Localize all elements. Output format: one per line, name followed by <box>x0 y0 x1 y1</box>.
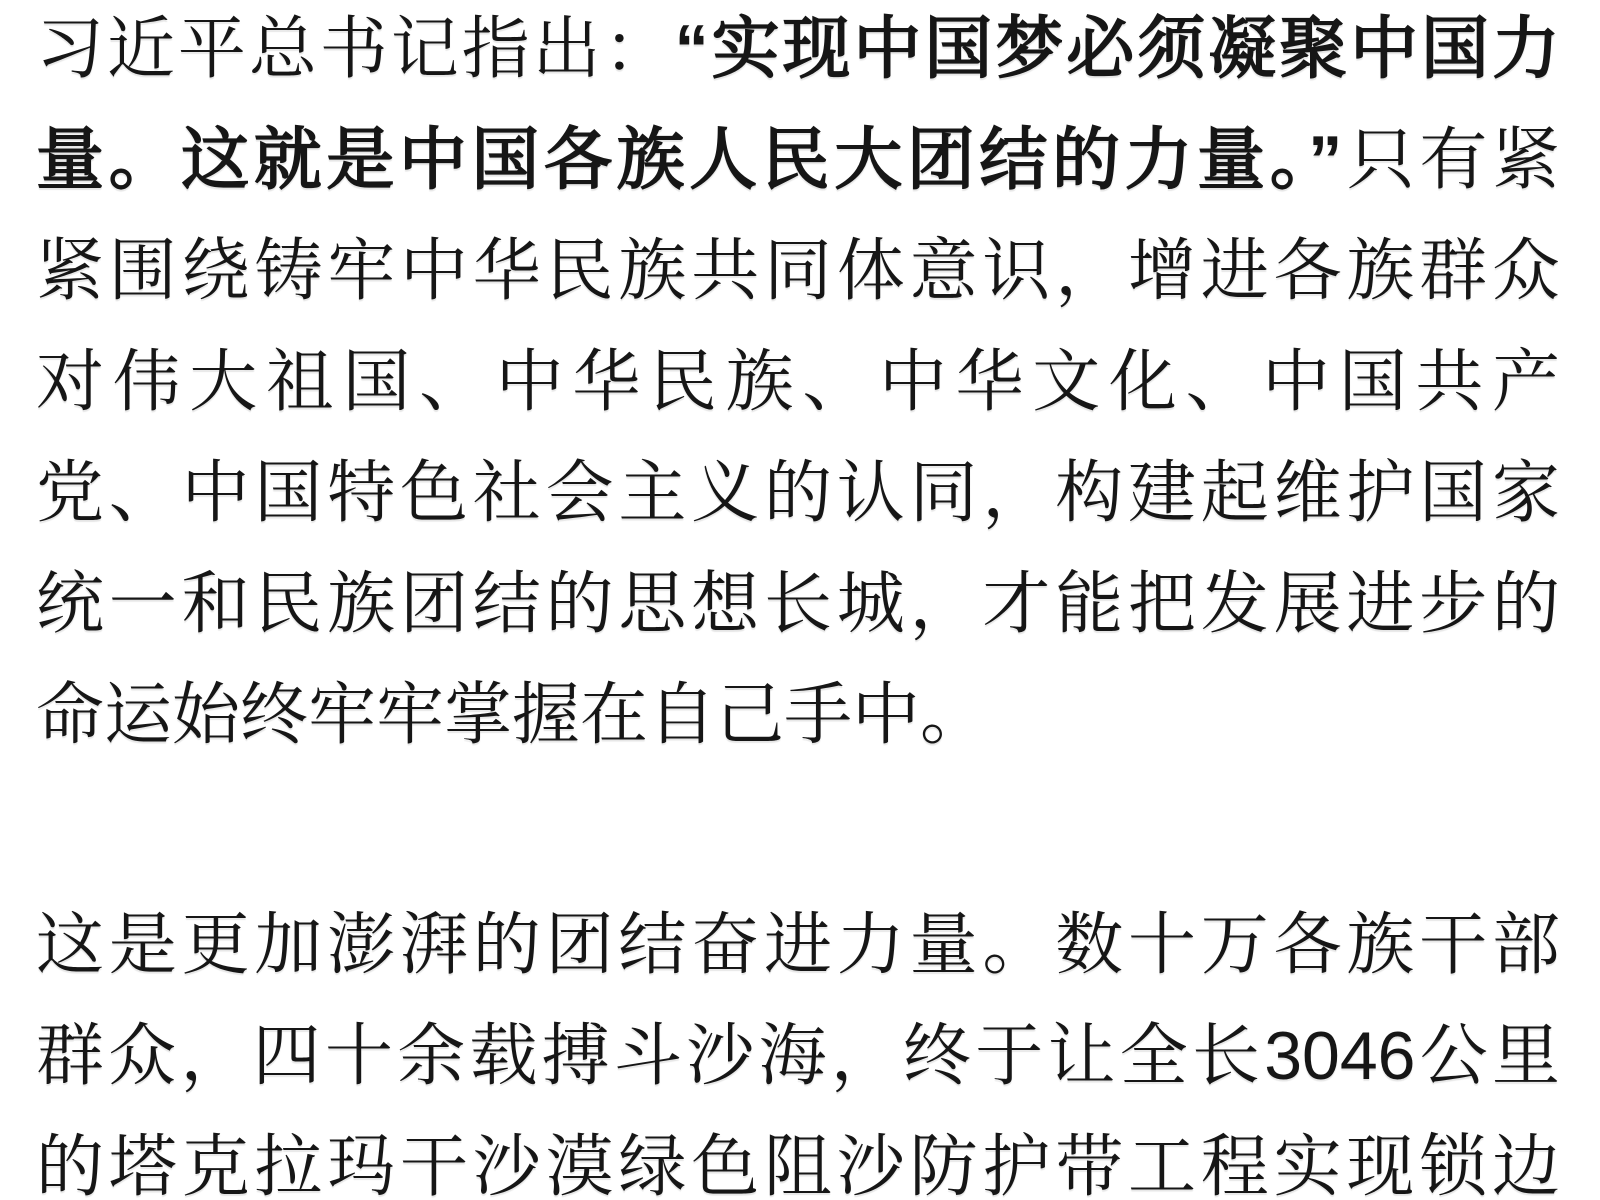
text-segment: 习近平总书记指出： <box>36 11 675 87</box>
text-segment: 命运始终牢牢掌握在自己手中。 <box>36 677 989 753</box>
text-line <box>36 327 1560 438</box>
text-segment: 统一和民族团结的思想长城，才能把发展进步的 <box>36 566 1560 642</box>
text-line <box>36 1112 1560 1200</box>
text-segment: 对伟大祖国、中华民族、中华文化、中国共产 <box>36 344 1560 420</box>
bold-text-segment: 量。这就是中国各族人民大团结的力量。” <box>36 122 1343 198</box>
text-segment: 这是更加澎湃的团结奋进力量。数十万各族干部 <box>36 907 1560 983</box>
text-segment: 只有紧 <box>1342 122 1560 198</box>
text-segment: 紧围绕铸牢中华民族共同体意识，增进各族群众 <box>36 233 1560 309</box>
text-line <box>36 890 1560 1001</box>
paragraph <box>36 890 1560 1200</box>
bold-text-segment: “实现中国梦必须凝聚中国力 <box>674 11 1560 87</box>
text-line <box>36 660 1560 771</box>
text-line <box>36 549 1560 660</box>
text-line <box>36 105 1560 216</box>
text-segment: 党、中国特色社会主义的认同，构建起维护国家 <box>36 455 1560 531</box>
text-segment: 群众，四十余载搏斗沙海，终于让全长3046公里 <box>36 1018 1560 1094</box>
paragraph <box>36 0 1560 771</box>
text-line <box>36 0 1560 105</box>
text-line <box>36 1001 1560 1112</box>
text-line <box>36 438 1560 549</box>
text-line <box>36 216 1560 327</box>
text-segment: 的塔克拉玛干沙漠绿色阻沙防护带工程实现锁边 <box>36 1129 1560 1200</box>
